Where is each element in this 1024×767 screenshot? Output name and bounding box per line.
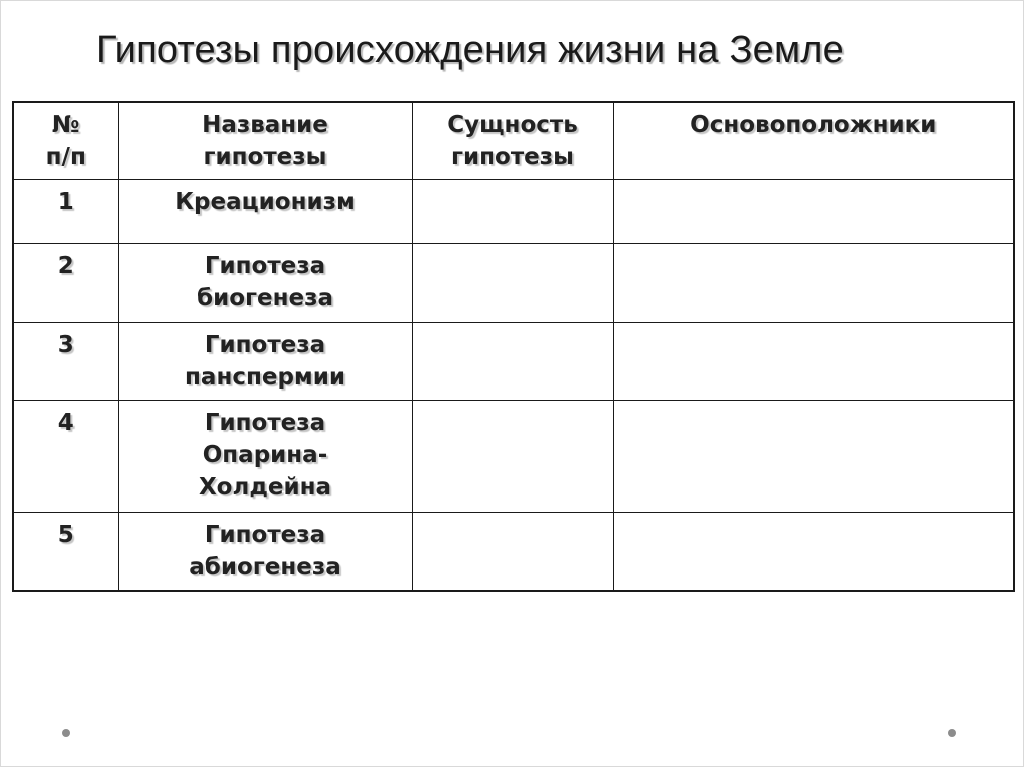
row-founders <box>613 400 1014 512</box>
row-essence <box>412 243 613 322</box>
table-row <box>13 179 1014 243</box>
row-essence <box>412 512 613 591</box>
row-essence <box>412 400 613 512</box>
row-number: 5 <box>13 512 118 591</box>
row-name: Креационизм <box>118 179 412 243</box>
row-founders <box>613 179 1014 243</box>
row-founders <box>613 243 1014 322</box>
row-number: 1 <box>13 179 118 243</box>
table-header-row <box>13 102 1014 179</box>
hypotheses-table <box>12 101 1015 592</box>
row-name: Гипотеза биогенеза <box>118 243 412 322</box>
header-essence: Сущность гипотезы <box>412 102 613 179</box>
row-number: 2 <box>13 243 118 322</box>
row-name: Гипотеза панспермии <box>118 322 412 400</box>
slide-title: Гипотезы происхождения жизни на Земле <box>96 29 844 71</box>
row-number: 4 <box>13 400 118 512</box>
row-name: Гипотеза абиогенеза <box>118 512 412 591</box>
slide-prev-dot-icon <box>62 729 70 737</box>
row-number: 3 <box>13 322 118 400</box>
row-essence <box>412 322 613 400</box>
header-number: № п/п <box>13 102 118 179</box>
table-row <box>13 400 1014 512</box>
table-row <box>13 243 1014 322</box>
header-name: Название гипотезы <box>118 102 412 179</box>
table-row <box>13 322 1014 400</box>
row-essence <box>412 179 613 243</box>
row-founders <box>613 322 1014 400</box>
slide-next-dot-icon <box>948 729 956 737</box>
table-row <box>13 512 1014 591</box>
header-founders: Основоположники <box>613 102 1014 179</box>
row-founders <box>613 512 1014 591</box>
row-name: Гипотеза Опарина- Холдейна <box>118 400 412 512</box>
